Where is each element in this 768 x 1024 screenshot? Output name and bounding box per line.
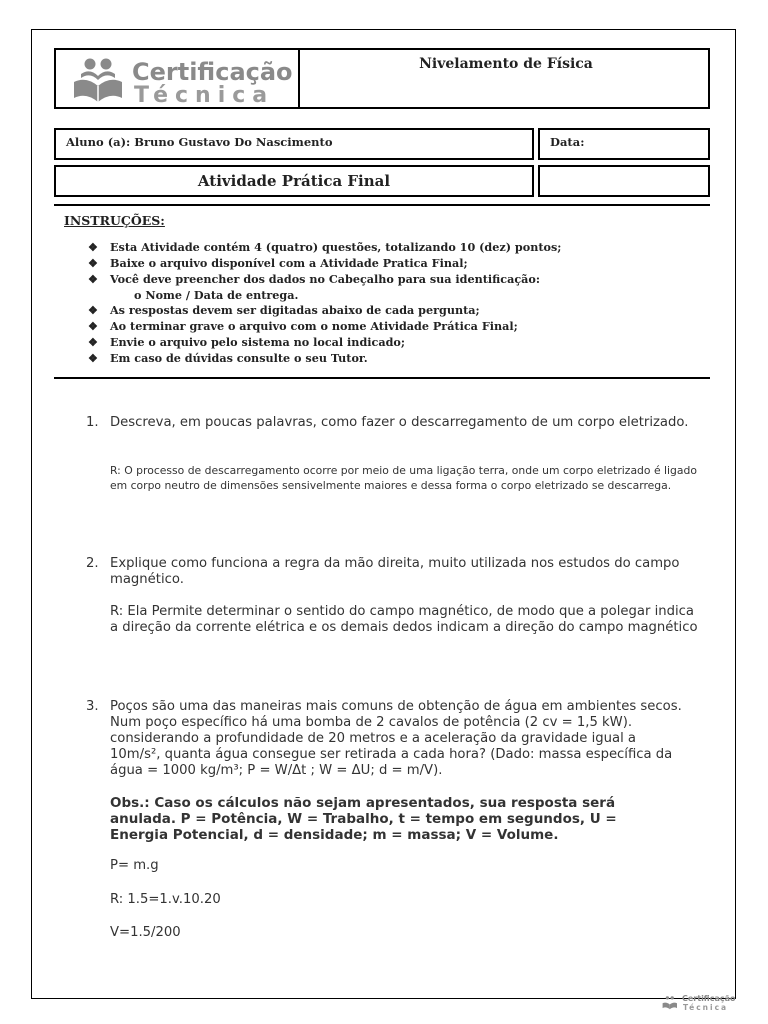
instruction-item: ❖ Você deve preencher dos dados no Cabeçalho para sua identificação: bbox=[88, 271, 541, 286]
logo-subtitle: Técnica bbox=[134, 83, 275, 108]
answer-3-line[interactable]: V=1.5/200 bbox=[110, 925, 181, 940]
book-people-icon bbox=[72, 56, 132, 106]
diamond-bullet-icon: ❖ bbox=[88, 304, 98, 318]
activity-title: Atividade Prática Final bbox=[197, 172, 391, 190]
question-text: Poços são uma das maneiras mais comuns de obtenção de água em ambientes secos. Num poço específico há uma bomba de 2 cavalos de potência (2 cv = 1,5 kW). considerando a profundidade de 20 metros e a aceleração da gravidade igual a 10m/s², quanta água consegue ser retirada a cada hora? (Dado: massa específica da água = 1000 kg/m³; P = W/Δt ; W = ΔU; d = m/V). bbox=[110, 699, 682, 778]
brand-logo bbox=[72, 56, 292, 106]
separator-line bbox=[54, 377, 710, 379]
separator-line bbox=[54, 204, 710, 206]
footer-logo-title: Certificação bbox=[682, 994, 736, 1003]
student-label: Aluno (a): Bruno Gustavo Do Nascimento bbox=[66, 135, 333, 149]
course-title: Nivelamento de Física bbox=[419, 56, 593, 72]
answer-2[interactable]: R: Ela Permite determinar o sentido do campo magnético, de modo que a polegar indica a direção da corrente elétrica e os demais dedos indicam a direção do campo magnético bbox=[110, 604, 698, 635]
diamond-bullet-icon: ❖ bbox=[88, 351, 98, 365]
question-text: Explique como funciona a regra da mão direita, muito utilizada nos estudos do campo magnético. bbox=[110, 556, 680, 587]
instructions-list bbox=[88, 240, 561, 367]
header-logo-box bbox=[54, 48, 710, 109]
date-field[interactable] bbox=[538, 128, 710, 160]
diamond-bullet-icon: ❖ bbox=[88, 241, 98, 254]
instruction-item: ❖ Em caso de dúvidas consulte o seu Tutor. bbox=[88, 350, 368, 365]
footer-logo bbox=[662, 990, 742, 1014]
answer-3-line[interactable]: P= m.g bbox=[110, 858, 159, 873]
instruction-item: ❖ Ao terminar grave o arquivo com o nome Atividade Prática Final; bbox=[88, 319, 518, 334]
answer-1[interactable]: R: O processo de descarregamento ocorre por meio de uma ligação terra, onde um corpo eletrizado é ligado em corpo neutro de dimensões sensivelmente maiores e dessa forma o corpo eletrizado se descarrega. bbox=[110, 464, 697, 492]
footer-logo-subtitle: Técnica bbox=[683, 1003, 729, 1012]
diamond-bullet-icon: ❖ bbox=[88, 320, 98, 334]
diamond-bullet-icon: ❖ bbox=[88, 256, 98, 270]
logo-title: Certificação bbox=[132, 58, 293, 86]
date-label: Data: bbox=[550, 135, 585, 149]
instruction-item: ❖ As respostas devem ser digitadas abaixo de cada pergunta; bbox=[88, 303, 480, 318]
instruction-subitem: o Nome / Data de entrega. bbox=[134, 288, 299, 302]
student-field[interactable] bbox=[54, 128, 534, 160]
question-number: 2. bbox=[86, 556, 99, 571]
diamond-bullet-icon: ❖ bbox=[88, 272, 98, 286]
question-text: Descreva, em poucas palavras, como fazer o descarregamento de um corpo eletrizado. bbox=[110, 415, 689, 430]
question-number: 3. bbox=[86, 699, 99, 714]
instructions-title: INSTRUÇÕES: bbox=[64, 213, 165, 228]
answer-3-line[interactable]: R: 1.5=1.v.10.20 bbox=[110, 892, 221, 907]
book-people-icon bbox=[662, 994, 680, 1012]
activity-title-box bbox=[54, 165, 534, 197]
instruction-item: ❖ Baixe o arquivo disponível com a Atividade Pratica Final; bbox=[88, 255, 468, 270]
question-number: 1. bbox=[86, 415, 99, 430]
observation-note: Obs.: Caso os cálculos não sejam apresentados, sua resposta será anulada. P = Potência, W = Trabalho, t = tempo em segundos, U = Energia Potencial, d = densidade; m = massa; V = Volume. bbox=[110, 795, 617, 843]
diamond-bullet-icon: ❖ bbox=[88, 335, 98, 349]
grade-field[interactable] bbox=[538, 165, 710, 197]
instruction-item: ❖ Envie o arquivo pelo sistema no local indicado; bbox=[88, 334, 405, 349]
instruction-item: ❖ Esta Atividade contém 4 (quatro) questões, totalizando 10 (dez) pontos; bbox=[88, 240, 562, 254]
